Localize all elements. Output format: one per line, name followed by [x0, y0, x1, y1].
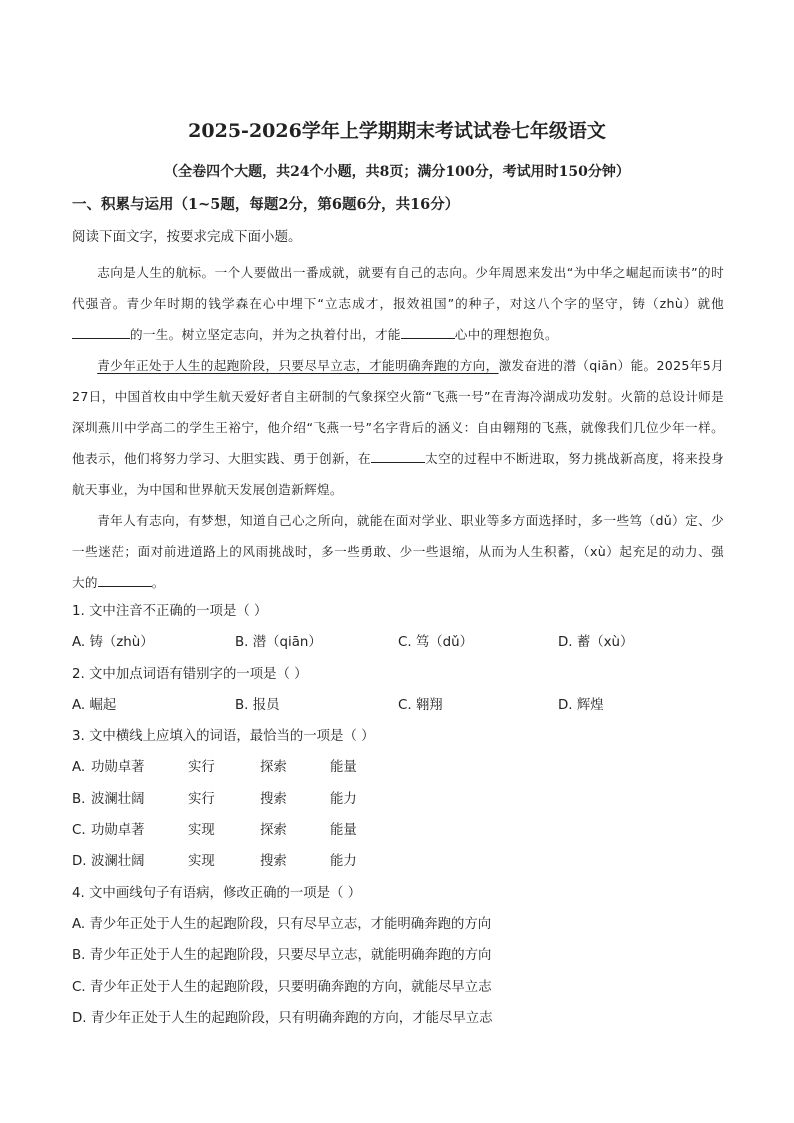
fill-blank-2 [401, 324, 455, 339]
option-d[interactable] [72, 846, 732, 877]
option-word: 实现 [188, 854, 215, 870]
question-stem: 3. 文中横线上应填入的词语，最恰当的一项是（ ） [72, 729, 375, 745]
option-word: 探索 [260, 760, 287, 776]
passage-text: 。 [151, 575, 165, 590]
option-a[interactable] [72, 752, 732, 783]
option-c[interactable]: C. 青少年正处于人生的起跑阶段，只要明确奔跑的方向，就能尽早立志 [72, 979, 492, 995]
option-word: 波澜壮阔 [91, 854, 145, 870]
option-word: 功勋卓著 [91, 823, 145, 839]
passage-paragraph-1 [72, 257, 724, 350]
option-b[interactable]: B. 报员 [235, 697, 280, 713]
passage-text: 的一生。树立坚定志向，并为之执着付出，才能 [130, 327, 401, 342]
option-word: 搜索 [260, 791, 287, 807]
passage-text: 青年人有志向，有梦想，知道自己心之所向，就能在面对学业、职业等多方面选择时，多一些笃（dǔ）定、少一些迷茫；面对前进道路上的风雨挑战时，多一些勇敢、少一些退缩，从而为人生积蓄，（xù）起充足的动力、强大的 [72, 513, 724, 590]
option-d[interactable]: D. 青少年正处于人生的起跑阶段，只有明确奔跑的方向，才能尽早立志 [72, 1010, 493, 1026]
option-c[interactable] [72, 815, 732, 846]
option-c[interactable]: C. 笃（dǔ） [398, 635, 474, 651]
option-word: 功勋卓著 [91, 760, 145, 776]
fill-blank-1 [72, 324, 130, 339]
option-a[interactable]: A. 青少年正处于人生的起跑阶段，只有尽早立志，才能明确奔跑的方向 [72, 916, 492, 932]
question-stem: 4. 文中画线句子有语病，修改正确的一项是（ ） [72, 885, 362, 901]
reading-passage [72, 257, 724, 598]
option-word: 探索 [260, 823, 287, 839]
fill-blank-3 [371, 448, 425, 463]
option-word: 实行 [188, 791, 215, 807]
option-word: 波澜壮阔 [91, 791, 145, 807]
option-label: B. [72, 791, 86, 807]
exam-subtitle: （全卷四个大题，共24个小题，共8页；满分100分，考试用时150分钟） [164, 164, 630, 180]
option-word: 实现 [188, 823, 215, 839]
option-b[interactable]: B. 潜（qiān） [235, 635, 322, 651]
option-row [72, 690, 732, 721]
passage-text: 太空的过程中不断进取，努力挑战新高度，将来投身航天事业，为中国和世界航天发展创造新辉煌。 [72, 451, 724, 497]
passage-text: 激发奋进的潜（qiān）能。2025年5月27日，中国首枚由中学生航天爱好者自主研制的气象探空火箭“飞燕一号”在青海冷湖成功发射。火箭的总设计师是深圳燕川中学高二的学生王裕宁，他介绍“飞燕一号”名字背后的涵义：自由翱翔的飞燕，就像我们几位少年一样。他表示，他们将努力学习、大胆实践、勇于创新，在 [72, 358, 724, 466]
option-word: 能力 [330, 854, 357, 870]
passage-text: 志向是人生的航标。一个人要做出一番成就，就要有自己的志向。少年周恩来发出“为中华之崛起而读书”的时代强音。青少年时期的钱学森在心中埋下“立志成才，报效祖国”的种子，对这八个字的坚守，铸（zhù）就他 [72, 265, 724, 311]
passage-paragraph-2 [72, 350, 724, 505]
option-b[interactable]: B. 青少年正处于人生的起跑阶段，只要尽早立志，就能明确奔跑的方向 [72, 948, 492, 964]
passage-paragraph-3 [72, 505, 724, 598]
option-b[interactable] [72, 784, 732, 815]
section-heading: 一、积累与运用（1~5题，每题2分，第6题6分，共16分） [72, 196, 460, 213]
option-label: C. [72, 823, 86, 839]
question-stem: 1. 文中注音不正确的一项是（ ） [72, 604, 268, 619]
exam-title: 2025-2026学年上学期期末考试试卷七年级语文 [188, 120, 606, 142]
option-row [72, 627, 732, 658]
option-word: 能力 [330, 791, 357, 807]
option-word: 搜索 [260, 854, 287, 870]
question-stem: 2. 文中加点词语有错别字的一项是（ ） [72, 666, 308, 682]
option-a[interactable]: A. 铸（zhù） [72, 635, 154, 651]
section-instructions: 阅读下面文字，按要求完成下面小题。 [72, 229, 302, 245]
option-word: 能量 [330, 823, 357, 839]
option-label: A. [72, 760, 86, 776]
fill-blank-4 [98, 572, 152, 587]
option-word: 能量 [330, 760, 357, 776]
option-c[interactable]: C. 翱翔 [398, 697, 443, 713]
option-d[interactable]: D. 蓄（xù） [558, 635, 634, 651]
option-a[interactable]: A. 崛起 [72, 697, 117, 713]
question-list [72, 596, 732, 1034]
option-label: D. [72, 854, 87, 870]
option-d[interactable]: D. 辉煌 [558, 697, 604, 713]
passage-text: 心中的理想抱负。 [454, 327, 558, 342]
option-word: 实行 [188, 760, 215, 776]
underlined-sentence: 青少年正处于人生的起跑阶段，只要尽早立志，才能明确奔跑的方向， [97, 358, 499, 373]
